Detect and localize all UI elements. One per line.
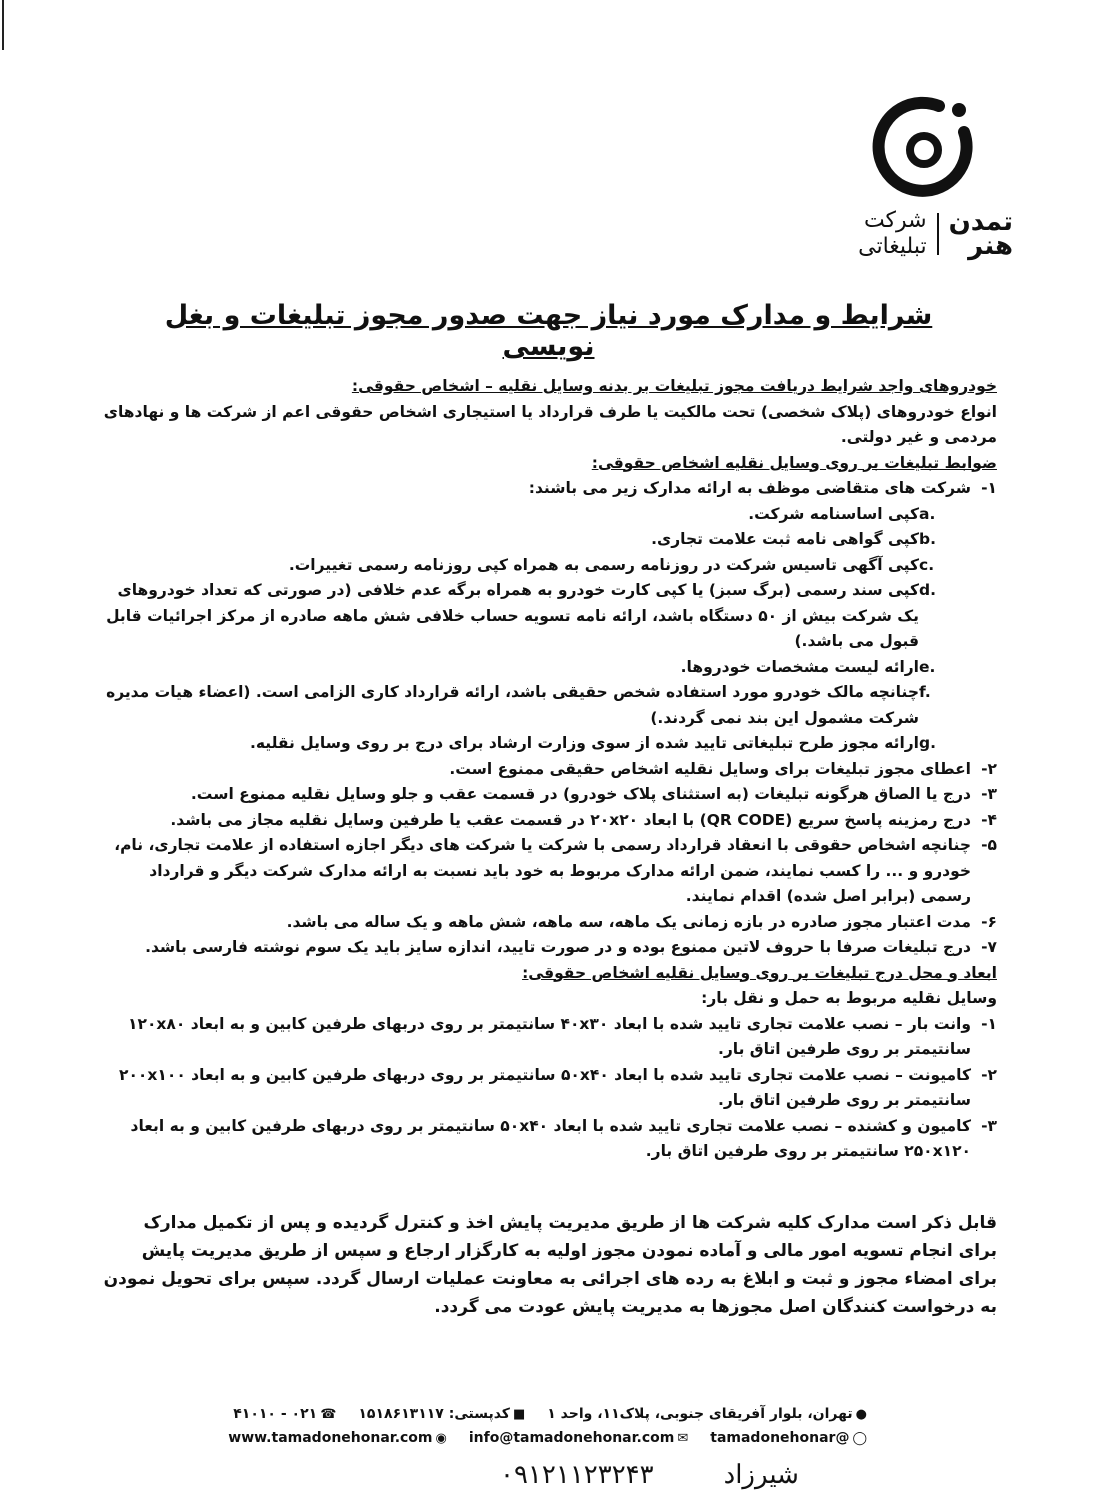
sub-item-letter: b. [919,530,936,548]
handwritten-name: شیرزاد [723,1460,799,1490]
list-item [100,757,997,783]
phone-text: ۰۲۱ - ۴۱۰۱۰ [233,1406,318,1422]
item-number: ۷- [981,938,997,956]
sub-item-letter: d. [919,581,936,599]
footer-email[interactable] [469,1430,688,1446]
item-number: ۲- [981,1065,997,1084]
footer-instagram[interactable] [710,1430,867,1446]
item-number: ۱- [981,1014,997,1033]
logo-line-advertising: تبلیغاتی [858,234,927,259]
item-text: اعطای مجوز تبلیغات برای وسایل نقلیه اشخاص حقیقی ممنوع است. [449,759,971,778]
logo-line-honar: هنر [968,231,1013,261]
footer-web-row [230,1430,867,1446]
item-text: کامیونت – نصب علامت تجاری تایید شده با ابعاد ۵۰x۴۰ سانتیمتر بر روی دربهای طرفین کابین و به ابعاد ۲۰۰x۱۰۰ سانتیمتر بر روی طرفین اتاق بار. [119,1065,971,1109]
handwritten-phone: ۰۹۱۲۱۱۲۳۲۴۳ [500,1460,654,1490]
sub-item-text: کپی گواهی نامه ثبت علامت تجاری. [651,530,919,548]
list-item [100,476,997,502]
document-title: شرایط و مدارک مورد نیاز جهت صدور مجوز تبلیغات و بغل نویسی [164,300,933,362]
footer-address [547,1406,867,1422]
list-item [100,1114,997,1165]
item-number: ۶- [981,912,997,931]
section3-list [100,1012,997,1165]
email-text: info@tamadonehonar.com [468,1430,675,1446]
sub-item [100,553,997,579]
sub-item [100,527,997,553]
item-text: کامیون و کشنده – نصب علامت تجاری تایید شده با ابعاد ۵۰x۴۰ سانتیمتر بر روی دربهای طرفین کابین و به ابعاد ۲۵۰x۱۲۰ سانتیمتر بر روی طرفین اتاق بار. [130,1116,971,1160]
item-text: درج رمزینه پاسخ سریع (QR CODE) با ابعاد ۲۰x۲۰ در قسمت عقب یا طرفین وسایل نقلیه مجاز می باشد. [170,810,971,829]
item-number: ۳- [981,785,997,803]
sub-item [100,655,997,681]
sub-item-text: کپی اساسنامه شرکت. [748,504,919,523]
item-number: ۱- [981,479,997,497]
sub-item [100,578,997,655]
address-text: تهران، بلوار آفریقای جنوبی، پلاک۱۱، واحد ۱ [547,1406,853,1422]
list-item [100,833,997,910]
item-text: مدت اعتبار مجوز صادره در بازه زمانی یک ماهه، سه ماهه، شش ماهه و یک ساله می باشد. [286,912,971,931]
list-item [100,910,997,936]
section2-list [100,476,997,961]
handwritten-note [500,1460,799,1490]
company-logo [783,92,1013,262]
list-item [100,935,997,961]
logo-text-left [858,208,926,260]
mailbox-icon: ■ [512,1407,526,1422]
email-icon: ✉ [677,1431,689,1446]
list-item [100,1012,997,1063]
logo-line-tamadon: تمدن [948,207,1013,237]
footer-postal [358,1406,525,1422]
sub-item [100,502,997,528]
sub-item [100,731,997,757]
sub-item-letter: a. [919,504,936,523]
logo-wordmark [858,208,1013,260]
sub-item-text: ارائه مجوز طرح تبلیغاتی تایید شده از سوی وزارت ارشاد برای درج بر روی وسایل نقلیه. [249,734,919,752]
location-icon: ● [855,1407,867,1422]
sub-item-text: چنانچه مالک خودرو مورد استفاده شخص حقیقی باشد، ارائه قرارداد کاری الزامی است. (اعضاء هیات مدیره شرکت مشمول این بند نمی گردند.) [106,683,919,727]
section3-heading: ابعاد و محل درج تبلیغات بر روی وسایل نقلیه اشخاص حقوقی: [522,963,997,982]
website-text: www.tamadonehonar.com [228,1430,433,1446]
globe-icon: ◉ [435,1431,447,1446]
item-number: ۲- [981,759,997,778]
postal-text: کدپستی: ۱۵۱۸۶۱۳۱۱۷ [358,1406,510,1422]
item-text: درج یا الصاق هرگونه تبلیغات (به استثنای پلاک خودرو) در قسمت عقب و جلو وسایل نقلیه ممنوع است. [190,785,971,803]
sub-item-letter: c. [919,555,935,574]
section1-body: انواع خودروهای (پلاک شخصی) تحت مالکیت یا طرف قرارداد یا استیجاری اشخاص حقوقی اعم از شرکت ها و نهادهای مردمی و غیر دولتی. [103,402,997,446]
page-edge-mark [2,0,4,50]
item-number: ۵- [981,836,997,854]
footer-website[interactable] [228,1430,447,1446]
sub-item-letter: g. [919,734,936,752]
footer-phone [233,1406,336,1422]
section1-heading: خودروهای واجد شرایط دریافت مجوز تبلیغات بر بدنه وسایل نقلیه – اشخاص حقوقی: [351,377,997,395]
logo-divider [937,213,939,255]
document-body [100,374,997,1321]
item-number: ۴- [981,810,997,829]
sub-item-letter: f. [919,683,931,701]
sub-item-text: ارائه لیست مشخصات خودروها. [680,657,919,676]
phone-icon: ☎ [320,1407,337,1422]
list-item [100,782,997,808]
sub-item-text: کپی آگهی تاسیس شرکت در روزنامه رسمی به همراه کپی روزنامه رسمی تغییرات. [288,555,919,574]
footer-contact-row [230,1406,867,1422]
instagram-text: @tamadonehonar [710,1430,850,1446]
sub-item-letter: e. [919,657,936,676]
footer [230,1406,867,1454]
item-text: درج تبلیغات صرفا با حروف لاتین ممنوع بوده و در صورت تایید، اندازه سایز باید یک سوم نوشته فارسی باشد. [145,938,971,956]
list-item [100,1063,997,1114]
closing-note: قابل ذکر است مدارک کلیه شرکت ها از طریق مدیریت پایش اخذ و کنترل گردیده و پس از تکمیل مدارک برای انجام تسویه امور مالی و آماده نمودن مجوز اولیه به کارگزار ارجاع و سپس از طریق مدیریت پایش برای امضاء مجوز و ثبت و ابلاغ به رده های اجرائی به معاونت عملیات ارسال گردد. سپس برای تحویل نمودن به درخواست کنندگان اصل مجوزها به مدیریت پایش عودت می گردد. [103,1212,997,1317]
item-text: وانت بار – نصب علامت تجاری تایید شده با ابعاد ۴۰x۳۰ سانتیمتر بر روی دربهای طرفین کابین و به ابعاد ۱۲۰x۸۰ سانتیمتر بر روی طرفین اتاق بار. [128,1014,971,1058]
instagram-icon: ◯ [852,1431,867,1446]
section2-heading: ضوابط تبلیغات بر روی وسایل نقلیه اشخاص حقوقی: [591,453,997,472]
sub-item [100,680,997,731]
section3-intro: وسایل نقلیه مربوط به حمل و نقل بار: [701,989,997,1007]
item-text: چنانچه اشخاص حقوقی با انعقاد قرارداد رسمی با شرکت یا شرکت های دیگر اجازه استفاده از علامت تجاری، نام، خودرو و ... را کسب نمایند، ضمن ارائه مدارک مربوط به خود باید نسبت به ارائه مدارک شرکت دیگر و قرارداد رسمی (برابر اصل شده) اقدام نمایند. [114,836,971,905]
sub-item-text: کپی سند رسمی (برگ سبز) یا کپی کارت خودرو به همراه برگه عدم خلافی (در صورتی که تعداد خودروهای یک شرکت بیش از ۵۰ دستگاه باشد، ارائه نامه تسویه حساب خلافی شش ماهه صادره از مرکز اجرائیات قابل قبول می باشد.) [106,581,919,650]
logo-mark-icon [869,92,979,202]
list-item [100,808,997,834]
logo-line-company: شرکت [863,208,927,233]
item-text: شرکت های متقاضی موظف به ارائه مدارک زیر می باشند: [528,479,971,497]
spacer [100,1165,997,1209]
item-number: ۳- [981,1116,997,1135]
logo-text-right [948,207,1013,261]
